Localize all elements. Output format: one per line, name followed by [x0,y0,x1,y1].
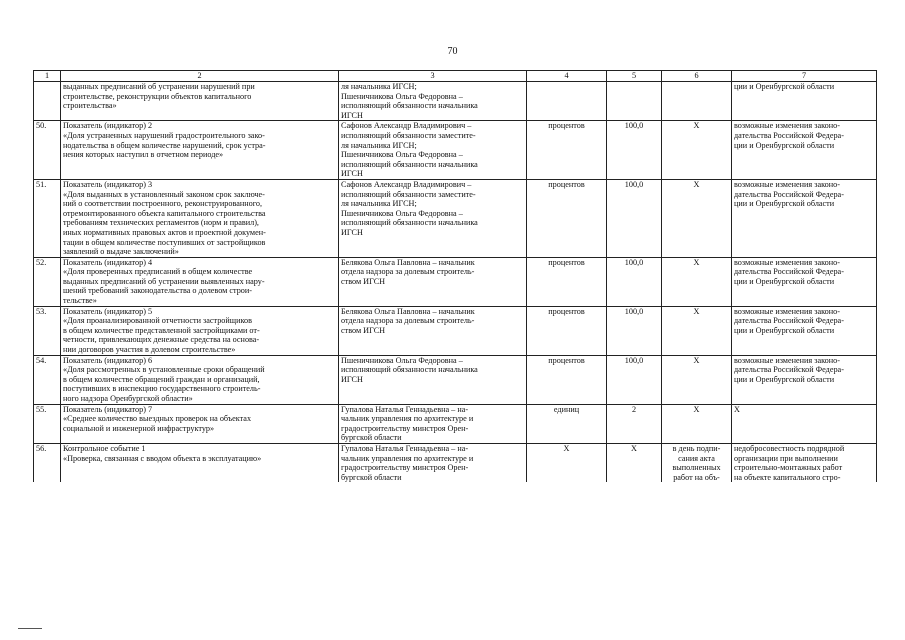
indicator-description-line: ний о соответствии построенного, реконструированного, [63,199,263,209]
row-number: 51. [34,179,61,257]
target-value: 2 [607,404,662,443]
responsible-person-line: ИГСН [341,110,363,120]
indicator-description-line: тации в общем количестве поступивших от застройщиков [63,237,266,247]
responsible-person-line: ИГСН [341,169,363,179]
plan-table [33,70,877,482]
responsible-person-line: Пшеничникова Ольга Федоровна – [341,91,463,101]
risk-description-line: дательства Российской Федера- [734,189,844,199]
indicator-description-line: «Среднее количество выездных проверок на объектах [63,414,252,424]
indicator-description [61,306,339,355]
indicator-description-line: выданных предписаний об устранении выявленных нару- [63,276,265,286]
table-row [34,443,877,482]
deadline-line: Х [693,404,700,414]
responsible-person [339,355,527,404]
indicator-description-line: Показатель (индикатор) 2 [63,121,153,131]
indicator-description-line: четности, привлекающих денежные средства на основа- [63,335,260,345]
responsible-person [339,443,527,482]
indicator-description-line: нодательства в общем количестве нарушений, срок устра- [63,140,266,150]
deadline [662,257,732,306]
risk-description-line: возможные изменения законо- [734,257,840,267]
unit-of-measure: Х [527,443,607,482]
column-header: 2 [61,71,339,82]
indicator-description [61,179,339,257]
responsible-person-line: ля начальника ИГСН; [341,140,417,150]
indicator-description-line: строительства» [63,101,117,111]
indicator-description-line: иных нормативных правовых актов и проектной докумен- [63,227,266,237]
deadline [662,443,732,482]
risk-description [732,443,877,482]
indicator-description-line: требованиям технических регламентов (норм и правил), [63,218,259,228]
risk-description-line: строительно-монтажных работ [734,463,843,473]
table-row [34,355,877,404]
responsible-person [339,404,527,443]
row-number: 50. [34,121,61,180]
responsible-person-line: Пшеничникова Ольга Федоровна – [341,208,463,218]
responsible-person-line: Пшеничникова Ольга Федоровна – [341,355,463,365]
risk-description [732,179,877,257]
responsible-person-line: отдела надзора за долевым строитель- [341,316,475,326]
risk-description-line: дательства Российской Федера- [734,130,844,140]
unit-of-measure: процентов [527,355,607,404]
target-value [607,82,662,121]
table-row [34,82,877,121]
page-number: 70 [447,46,458,57]
responsible-person-line: чальник управления по архитектуре и [341,414,474,424]
responsible-person [339,82,527,121]
risk-description-line: дательства Российской Федера- [734,365,844,375]
responsible-person-line: исполняющий обязанности начальника [341,218,478,228]
indicator-description-line: в общем количестве представленной застройщиками от- [63,325,260,335]
risk-description-line: Х [734,404,740,414]
deadline [662,404,732,443]
responsible-person-line: исполняющий обязанности начальника [341,101,478,111]
column-header: 3 [339,71,527,82]
indicator-description-line: «Доля проанализированной отчетности застройщиков [63,316,252,326]
risk-description-line: ции и Оренбургской области [734,276,835,286]
responsible-person-line: отдела надзора за долевым строитель- [341,267,475,277]
responsible-person-line: ля начальника ИГСН; [341,82,417,91]
responsible-person-line: ством ИГСН [341,276,386,286]
risk-description [732,82,877,121]
table-row [34,404,877,443]
indicator-description-line: строительстве, реконструкции объектов капитального [63,91,252,101]
indicator-description [61,121,339,180]
responsible-person-line: Гупалова Наталья Геннадьевна – на- [341,404,469,414]
row-number [34,82,61,121]
indicator-description [61,82,339,121]
responsible-person-line: ИГСН [341,227,363,237]
risk-description-line: ции и Оренбургской области [734,325,835,335]
responsible-person [339,121,527,180]
deadline-line: Х [693,121,700,131]
indicator-description-line: Показатель (индикатор) 4 [63,257,153,267]
column-header: 7 [732,71,877,82]
indicator-description-line: «Доля проверенных предписаний в общем количестве [63,267,253,277]
unit-of-measure: процентов [527,306,607,355]
responsible-person [339,179,527,257]
deadline-line: Х [693,179,700,189]
indicator-description-line: тельстве» [63,296,97,306]
indicator-description [61,355,339,404]
target-value: 100,0 [607,179,662,257]
responsible-person-line: исполняющий обязанности заместите- [341,189,476,199]
responsible-person-line: ИГСН [341,374,363,384]
indicator-description-line: «Доля рассмотренных в установленные сроки обращений [63,365,265,375]
header-row [34,71,877,82]
indicator-description-line: «Доля устраненных нарушений градостроительного зако- [63,130,265,140]
indicator-description-line: Показатель (индикатор) 5 [63,306,153,316]
deadline [662,179,732,257]
responsible-person-line: исполняющий обязанности заместите- [341,130,476,140]
table-row [34,306,877,355]
deadline [662,82,732,121]
deadline-line: в день подпи- [672,443,721,453]
deadline-line: Х [693,257,700,267]
risk-description-line: дательства Российской Федера- [734,267,844,277]
footer-rule [18,628,42,629]
deadline [662,121,732,180]
responsible-person-line: бургской области [341,472,402,482]
responsible-person-line: Сафонов Александр Владимирович – [341,179,472,189]
risk-description-line: ции и Оренбургской области [734,82,835,91]
target-value: 100,0 [607,355,662,404]
risk-description [732,404,877,443]
table-row [34,257,877,306]
risk-description [732,355,877,404]
indicator-description-line: выданных предписаний об устранении нарушений при [63,82,255,91]
unit-of-measure [527,82,607,121]
indicator-description-line: Показатель (индикатор) 6 [63,355,153,365]
unit-of-measure: единиц [527,404,607,443]
row-number: 55. [34,404,61,443]
responsible-person-line: Белякова Ольга Павловна – начальник [341,257,475,267]
unit-of-measure: процентов [527,257,607,306]
responsible-person-line: Гупалова Наталья Геннадьевна – на- [341,443,469,453]
deadline-line: Х [693,355,700,365]
responsible-person-line: Белякова Ольга Павловна – начальник [341,306,475,316]
responsible-person-line: исполняющий обязанности начальника [341,159,478,169]
indicator-description-line: социальной и инженерной инфраструктур» [63,423,215,433]
deadline [662,306,732,355]
deadline [662,355,732,404]
risk-description [732,257,877,306]
responsible-person-line: градостроительству минстроя Орен- [341,463,469,473]
responsible-person [339,306,527,355]
risk-description-line: возможные изменения законо- [734,179,840,189]
responsible-person-line: ством ИГСН [341,325,386,335]
indicator-description-line: заявлений о выдаче заключений» [63,247,179,257]
row-number: 53. [34,306,61,355]
risk-description-line: ции и Оренбургской области [734,199,835,209]
risk-description-line: возможные изменения законо- [734,306,840,316]
target-value: 100,0 [607,306,662,355]
row-number: 52. [34,257,61,306]
target-value: Х [607,443,662,482]
risk-description-line: на объекте капитального стро- [734,472,841,482]
responsible-person-line: чальник управления по архитектуре и [341,453,474,463]
column-header: 5 [607,71,662,82]
indicator-description-line: Показатель (индикатор) 3 [63,179,153,189]
indicator-description [61,404,339,443]
column-header: 1 [34,71,61,82]
indicator-description-line: отремонтированного объекта капитального строительства [63,208,266,218]
indicator-description-line: Контрольное событие 1 [63,443,146,453]
indicator-description [61,257,339,306]
responsible-person-line: Сафонов Александр Владимирович – [341,121,472,131]
risk-description-line: возможные изменения законо- [734,121,840,131]
indicator-description-line: в общем количестве обращений граждан и организаций, [63,374,260,384]
indicator-description-line: «Доля выданных в установленный законом срок заключе- [63,189,265,199]
risk-description [732,121,877,180]
responsible-person-line: ля начальника ИГСН; [341,199,417,209]
risk-description-line: недобросовестность подрядной [734,443,845,453]
indicator-description-line: шений требований законодательства о долевом строи- [63,286,253,296]
risk-description-line: ции и Оренбургской области [734,140,835,150]
row-number: 56. [34,443,61,482]
unit-of-measure: процентов [527,179,607,257]
responsible-person-line: градостроительству минстроя Орен- [341,423,469,433]
row-number: 54. [34,355,61,404]
deadline-line: работ на объ- [673,472,720,482]
deadline-line: Х [693,306,700,316]
deadline-line: выполненных [672,463,721,473]
risk-description-line: организации при выполнении [734,453,838,463]
risk-description-line: возможные изменения законо- [734,355,840,365]
indicator-description-line: ного надзора Оренбургской области» [63,394,193,403]
responsible-person [339,257,527,306]
column-header: 6 [662,71,732,82]
indicator-description-line: «Проверка, связанная с вводом объекта в эксплуатацию» [63,453,262,463]
responsible-person-line: исполняющий обязанности начальника [341,365,478,375]
table-row [34,121,877,180]
responsible-person-line: Пшеничникова Ольга Федоровна – [341,150,463,160]
column-header: 4 [527,71,607,82]
risk-description [732,306,877,355]
unit-of-measure: процентов [527,121,607,180]
indicator-description-line: нии договоров участия в долевом строительстве» [63,345,236,355]
indicator-description [61,443,339,482]
deadline-line: сания акта [678,453,715,463]
responsible-person-line: бургской области [341,433,402,443]
target-value: 100,0 [607,257,662,306]
indicator-description-line: Показатель (индикатор) 7 [63,404,153,414]
indicator-description-line: поступивших в инспекцию государственного строитель- [63,384,261,394]
risk-description-line: ции и Оренбургской области [734,374,835,384]
risk-description-line: дательства Российской Федера- [734,316,844,326]
target-value: 100,0 [607,121,662,180]
indicator-description-line: нения которых наступил в отчетном периоде» [63,150,224,160]
table-row [34,179,877,257]
